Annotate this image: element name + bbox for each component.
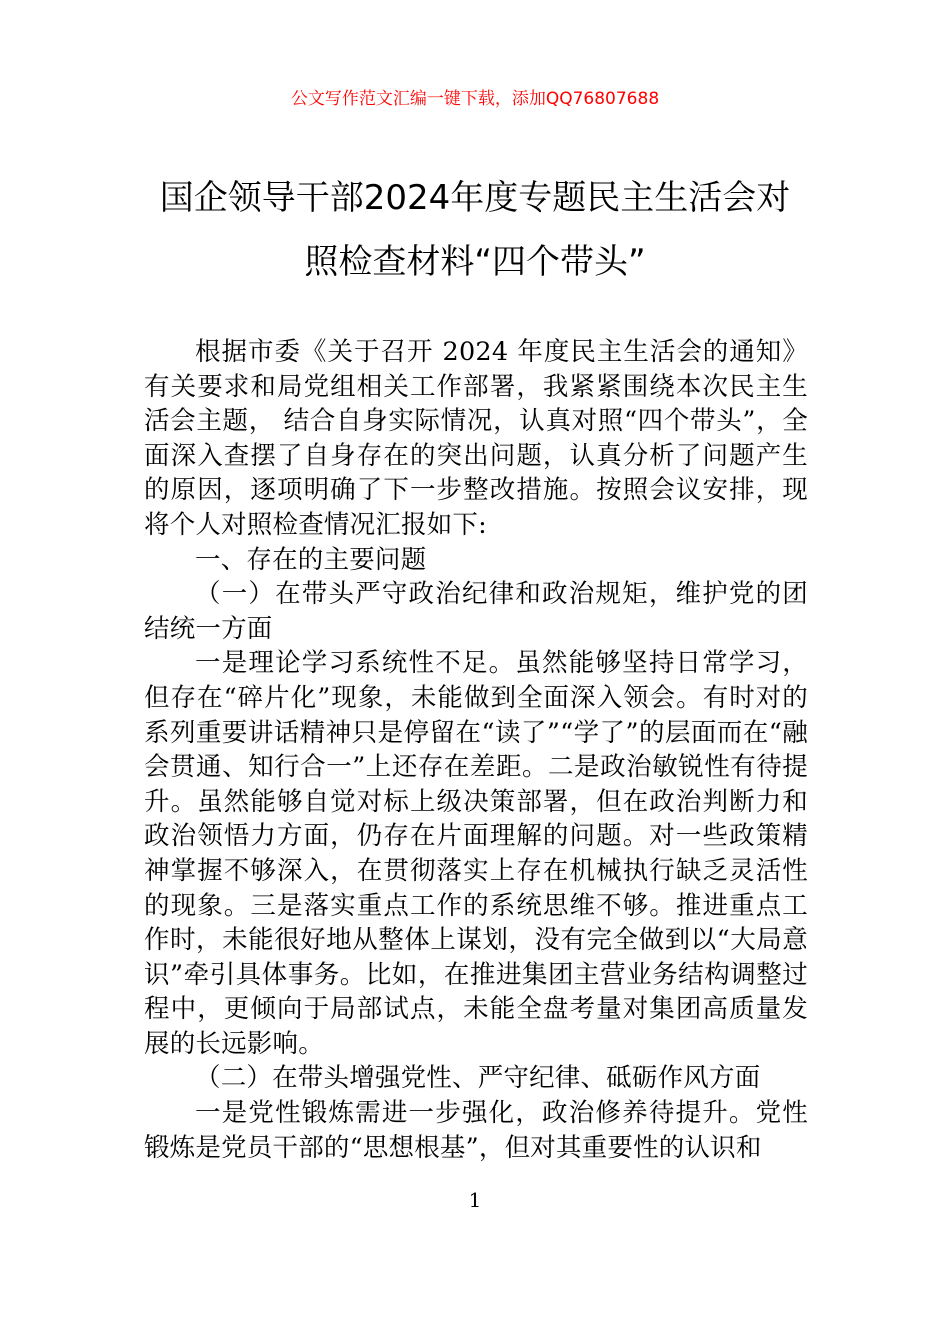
subsection-heading-1: （一）在带头严守政治纪律和政治规矩，维护党的团结统一方面: [144, 579, 808, 644]
section-heading: 一、存在的主要问题: [195, 544, 427, 575]
body-paragraph-2: 一是党性锻炼需进一步强化，政治修养待提升。党性锻炼是党员干部的“思想根基”，但对其重要性的认识和: [144, 1098, 808, 1163]
title-line-2: 照检查材料“四个带头”: [304, 242, 646, 282]
promo-header: 公文写作范文汇编一键下载，添加QQ76807688: [290, 89, 660, 109]
document-title: [100, 166, 850, 294]
body-paragraph-1: 一是理论学习系统性不足。虽然能够坚持日常学习，但存在“碎片化”现象，未能做到全面深入领会。有时对的系列重要讲话精神只是停留在“读了”“学了”的层面而在“融会贯通、知行合一”上还存在差距。二是政治敏锐性有待提升。虽然能够自觉对标上级决策部署，但在政治判断力和政治领悟力方面，仍存在片面理解的问题。对一些政策精神掌握不够深入，在贯彻落实上存在机械执行缺乏灵活性的现象。三是落实重点工作的系统思维不够。推进重点工作时，未能很好地从整体上谋划，没有完全做到以“大局意识”牵引具体事务。比如，在推进集团主营业务结构调整过程中，更倾向于局部试点，未能全盘考量对集团高质量发展的长远影响。: [144, 648, 808, 1059]
page-number: 1: [468, 1188, 482, 1212]
document-body: [144, 335, 808, 1165]
title-line-1: 国企领导干部2024年度专题民主生活会对: [159, 178, 791, 218]
intro-paragraph: 根据市委《关于召开 2024 年度民主生活会的通知》有关要求和局党组相关工作部署，我紧紧围绕本次民主生活会主题， 结合自身实际情况，认真对照“四个带头”，全面深入查摆了自身存在的突出问题，认真分析了问题产生的原因，逐项明确了下一步整改措施。按照会议安排，现将个人对照检查情况汇报如下:: [144, 337, 808, 540]
subsection-heading-2: （二）在带头增强党性、严守纪律、砥砺作风方面: [195, 1063, 761, 1094]
